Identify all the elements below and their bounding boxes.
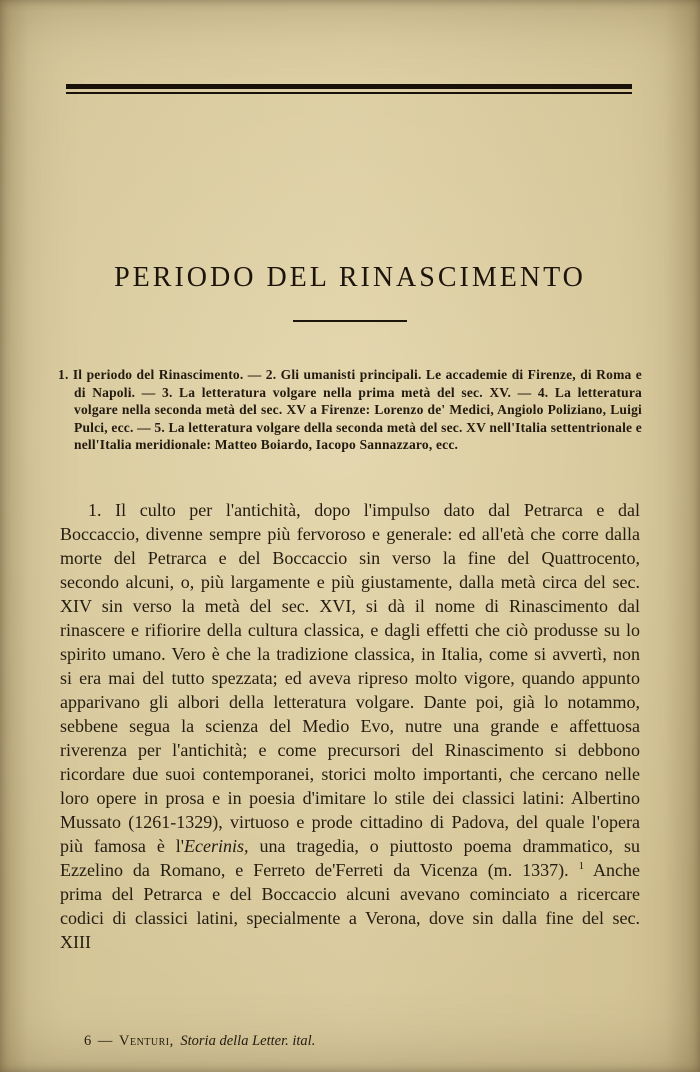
footnote-marker: 1 (578, 860, 585, 872)
body-text-1: 1. Il culto per l'antichità, dopo l'impulso dato dal Petrarca e dal Boccaccio, divenne sempre più fervoroso e generale: ed all'età che corre dalla morte del Petrarca e del Boccaccio sin verso la fine del Quattrocento, secondo alcuni, o, più largamente e più giustamente, dalla metà circa del sec. XIV sin verso la metà del sec. XVI, si dà il nome di Rinascimento dal rinascere e rifiorire della cultura classica, e dagli effetti che ciò produsse su lo spirito umano. Vero è che la tradizione classica, in Italia, come si avvertì, non si era mai del tutto spezzata; ed aveva ripreso molto vigore, quando appunto apparivano gli albori della letteratura volgare. Dante poi, già lo notammo, sebbene segua la scienza del Medio Evo, nutre una grande e affettuosa riverenza per l'antichità; e come precursori del Rinascimento si debbono ricordare due suoi contemporanei, storici molto importanti, che cercano nelle loro opere in prosa e in poesia d'imitare lo stile dei classici latini: Albertino Mussato (1261-1329), virtuoso e prode cittadino di Padova, del quale l'opera più famosa è l' (60, 500, 640, 856)
body-text-2: una tragedia, o piuttosto poema drammatico, su Ezzelino da Romano, e Ferreto de'Ferreti da Vicenza (m. 1337). (60, 836, 640, 880)
title-divider (293, 320, 407, 322)
body-paragraph (60, 498, 640, 954)
header-rule (66, 84, 632, 94)
body-text-3: Anche prima del Petrarca e del Boccaccio alcuni avevano cominciato a ricercare codici di classici latini, specialmente a Verona, dove sin dalla fine del sec. XIII (60, 860, 641, 952)
chapter-title: PERIODO DEL RINASCIMENTO (114, 262, 586, 293)
page-number: 6 (84, 1033, 92, 1049)
footer-work-title: Storia della Letter. ital. (180, 1033, 316, 1049)
header-rule-thick (66, 84, 632, 89)
page-footer (84, 1033, 315, 1050)
work-title-inline: Ecerinis, (184, 836, 249, 856)
chapter-summary: 1. Il periodo del Rinascimento. — 2. Gli umanisti principali. Le accademie di Firenze, di Roma e di Napoli. — 3. La letteratura volgare nella prima metà del sec. XV. — 4. La letteratura volgare nella seconda metà del sec. XV a Firenze: Lorenzo de' Medici, Angiolo Poliziano, Luigi Pulci, ecc. — 5. La letteratura volgare della seconda metà del sec. XV nell'Italia settentrionale e nell'Italia meridionale: Matteo Boiardo, Iacopo Sannazzaro, ecc. (58, 367, 642, 452)
footer-separator: — (97, 1033, 113, 1049)
footer-author: Venturi, (119, 1033, 174, 1049)
header-rule-thin (66, 92, 632, 94)
